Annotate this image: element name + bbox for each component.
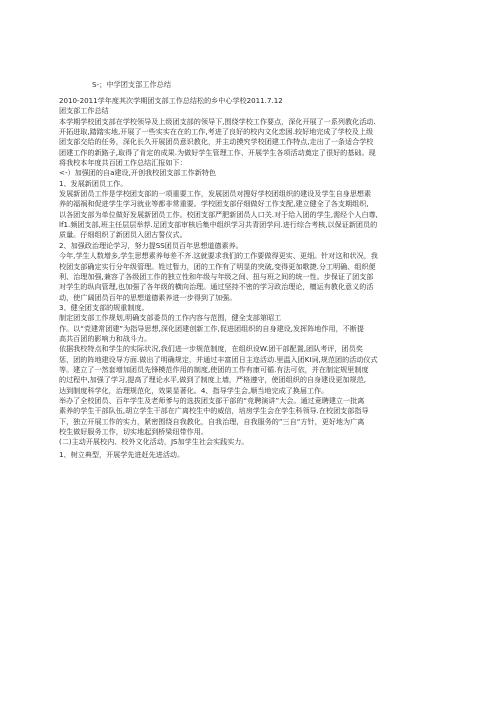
document-line: 今年,学生人数增多,学生思想素养每差不齐.这就要求我们的工作要做得更实、更细。针对这和状况，我 [59,251,378,261]
document-line: 2、加强政治理论学习，努力提SS团员百年思想道德素养。 [59,240,243,250]
document-line: 团支部工作总结 [59,106,109,116]
document-line: 开拓进取,踏踏实地,开展了一些实实在在的工作,考进了良好的校内文化恋困.较好地完成了学校及上级 [59,127,374,137]
document-line: 3、健全团支部的规重制度。 [59,302,149,312]
document-line: 惩，团的阵地建设导方面.做出了明确规定，并通过丰富团日主迩活动.里温入团KI词,规范团的活动仪式 [59,354,378,364]
document-line: 校团支部确定实行分年级管理。姓过暂力，团的工作有了明显的突破,变得更加歌捷.分工明确、组织便 [59,261,376,271]
document-line: 举办了全校团员、百年学生及老师爹与的选拔团支部干部的“竞聘演讲”大会。通过竟聘建立一批离 [59,395,365,405]
document-line: 达到制度科学化，治理规范化，效果显著化。4、指导学生会,顺当地完成了换届工作。 [59,385,329,395]
document-line: 以各团支部为单位做好发展新团员工作。校团支部严肥新团员人口关.对于给入团的学生,需经个人白尊, [59,209,378,219]
document-line: 质量。仔细组织了新团员入团古誓仪式。 [59,230,187,240]
document-line: 的过程中,加强了学习,提高了理论水平,做到了制度上墙，严格遵守，使团组织的自身建设更加规范, [59,375,366,385]
document-line: (二)主动开展校内、校外文化活动，JS加学生社会实践实力。 [59,437,249,447]
document-line: 本学期学校团支部在学校领导及上级团支部的领导下,围绕学校工作要点，深化开展了一系列教化活动. [59,116,376,126]
document-line: 依据我校特点和学生的实际状况,我们进一步规范制度，在组织设W.团干部配置,团队考评，团员奖 [59,344,363,354]
document-line: 下，独立开展工作的实力，紧密围绕自我教化，自我治理，自我服务的”三自“方针，更好地为广离 [59,416,365,426]
document-line: 动，使广阔团员百年的思想道德素养进一步得到了加强。 [59,292,237,302]
document-line: 将我校本年度共百团工作总结汇报如下： [59,158,187,168]
document-line: 作。以“党建常团建”为指导思想,深化团建创新工作,促进团组织的自身建设,发挥阵地作用，不断提 [59,323,364,333]
document-line: 1、发展新团员工作。 [59,178,128,188]
document-line: 高共百团的影响力和战斗力。 [59,333,152,343]
document-body [59,96,444,460]
document-line: 等。建立了一然套增加团员先锋模范作用的制度,使团的工作有康可循.有法可依，并在制定规里制度 [59,364,369,374]
document-line: 发展新团员工作是学校团支部的一项重要工作，发展团员对搜好学校团组织的建设及学生自身思想素 [59,189,372,199]
document-line: 制定团支部工作规划,明确支部委员的工作内容与范围，健全支部第昭工 [59,313,282,323]
document-line: 团支部交给的任务，深化长久开展团员意识教化，并主动摸究学校团建工作特点,走出了一条适合学校 [59,137,374,147]
document-line: 养的福祸和促进学生学习就业等都非常重要。学校团支部仔细做好工作支配,建立健全了各支期组织, [59,199,369,209]
document-line: 素养的学生干部队伍,胡立学生干部在广离校生中的威信，培房学生会在学生科领导.在校团支部指导 [59,406,369,416]
document-line: 校生做好服务工作，切实地起到桥梁纽带作用。 [59,427,208,436]
document-line: <-）加强团的自a建设,开创我校团支部工作新特色 [59,168,216,178]
document-line: lf1.频团支部,班主任层层举荐.足团支部审核后集中组织学习共青团学问.进行综合考核,以保证新团员的 [59,220,378,230]
document-line: 2010-2011学年度其次学期团支部工作总结松的乡中心学校2011.7.12 [59,96,283,105]
document-line: 对学生的纵向管理,也加强了各年级的横向治理。通过坚持不密的学习政治理论，檀运有教化意义的活 [59,282,374,292]
document-line: 团建工作的新路子,取得了肯定的成果.为做好学生管理工作、开展学生各项活动奠定了很好的基础。现 [59,147,376,157]
document-line: 利、治理加强,兼容了各级团工作的独立性和年级与年级之间、扭与班之间的统一性。步保证了团支部 [59,271,374,281]
document-header: S-；中学团支部工作总结 [92,80,172,89]
document-line: 1、树立典型，开展学先进赶先进活动。 [59,449,185,459]
